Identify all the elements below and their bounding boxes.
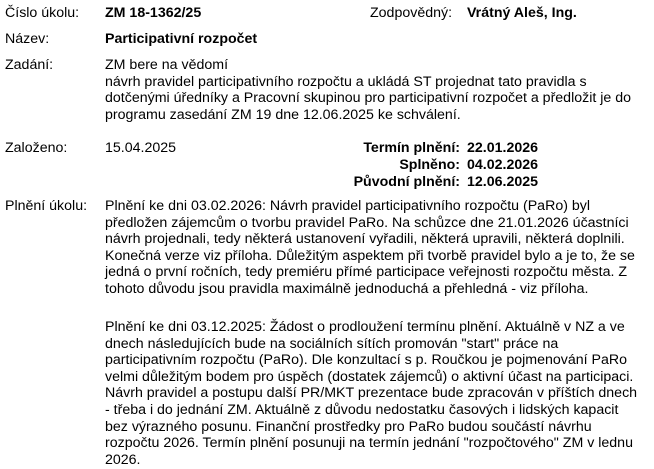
created-value: 15.04.2025: [105, 140, 177, 156]
responsible-label: Zodpovědný:: [370, 5, 453, 21]
progress-entry: [105, 319, 654, 468]
assignment-label: Zadání:: [5, 57, 54, 73]
deadline-value: 22.01.2026: [467, 140, 539, 156]
deadline-label: Termín plnění:: [363, 140, 460, 156]
task-title: Participativní rozpočet: [105, 31, 258, 47]
completed-value: 04.02.2026: [467, 157, 539, 173]
completed-label: Splněno:: [399, 157, 460, 173]
progress-line: návrh projednali, tedy některá ustanovení vyřadili, některá upravili, některá doplnili.: [105, 231, 625, 248]
progress-label: Plnění úkolu:: [5, 198, 88, 214]
progress-line: bez výrazného posunu. Finanční prostředky pro PaRo budou součástí návrhu: [105, 418, 592, 435]
progress-line: Konečná verze viz příloha. Důležitým aspektem při tvorbě pravidel bylo a je to, že se: [105, 247, 635, 264]
task-number-value: ZM 18-1362/25: [105, 5, 202, 21]
assignment-line: ZM bere na vědomí: [105, 57, 229, 73]
responsible-value: Vrátný Aleš, Ing.: [467, 5, 577, 21]
progress-line: 2026.: [105, 451, 141, 468]
assignment-line: návrh pravidel participativního rozpočtu a ukládá ST projednat tato pravidla s: [105, 73, 587, 90]
task-number-label: Číslo úkolu:: [5, 5, 80, 21]
progress-line: rozpočtu 2026. Termín plnění posunuji na termín jednání "rozpočtového" ZM v lednu: [105, 435, 633, 452]
progress-line: tohoto důvodu jsou pravidla maximálně jednoduchá a přehledná - viz příloha.: [105, 280, 589, 297]
progress-line: - třeba i do jednání ZM. Aktuálně z důvodu nedostatku časových i lidských kapacit: [105, 401, 619, 418]
assignment-line: dotčenými úředníky a Pracovní skupinou pro participativní rozpočet a předložit je do: [105, 90, 632, 107]
title-label: Název:: [5, 31, 50, 47]
progress-line: jedná o první ročních, tedy premiéru přímé participace veřejnosti rozpočtu města. Z: [105, 264, 628, 281]
assignment-line: programu zasedání ZM 19 dne 12.06.2025 ke schválení.: [105, 106, 461, 123]
progress-line: velmi důležitým bodem pro úspěch (dostatek zájemců) o aktivní účast na participaci.: [105, 368, 634, 385]
progress-entry: [105, 198, 654, 298]
created-label: Založeno:: [5, 140, 68, 156]
progress-line: dnech následujících bude na sociálních sítích promován "start" práce na: [105, 335, 559, 352]
progress-line: participativním rozpočtu (PaRo). Dle konzultací s p. Roučkou je pojmenování PaRo: [105, 352, 628, 369]
original-deadline-label: Původní plnění:: [353, 174, 460, 190]
assignment-text: [105, 57, 654, 123]
progress-line: Plnění ke dni 03.02.2026: Návrh pravidel participativního rozpočtu (PaRo) byl: [105, 198, 591, 214]
original-deadline-value: 12.06.2025: [467, 174, 539, 190]
progress-line: předložen zájemcům o tvorbu pravidel PaRo. Na schůzce dne 21.01.2026 účastníci: [105, 214, 629, 231]
progress-line: Návrh pravidel a postupu další PR/MKT prezentace bude zpracován v příštích dnech: [105, 385, 638, 402]
progress-line: Plnění ke dni 03.12.2025: Žádost o prodloužení termínu plnění. Aktuálně v NZ a ve: [105, 319, 625, 335]
